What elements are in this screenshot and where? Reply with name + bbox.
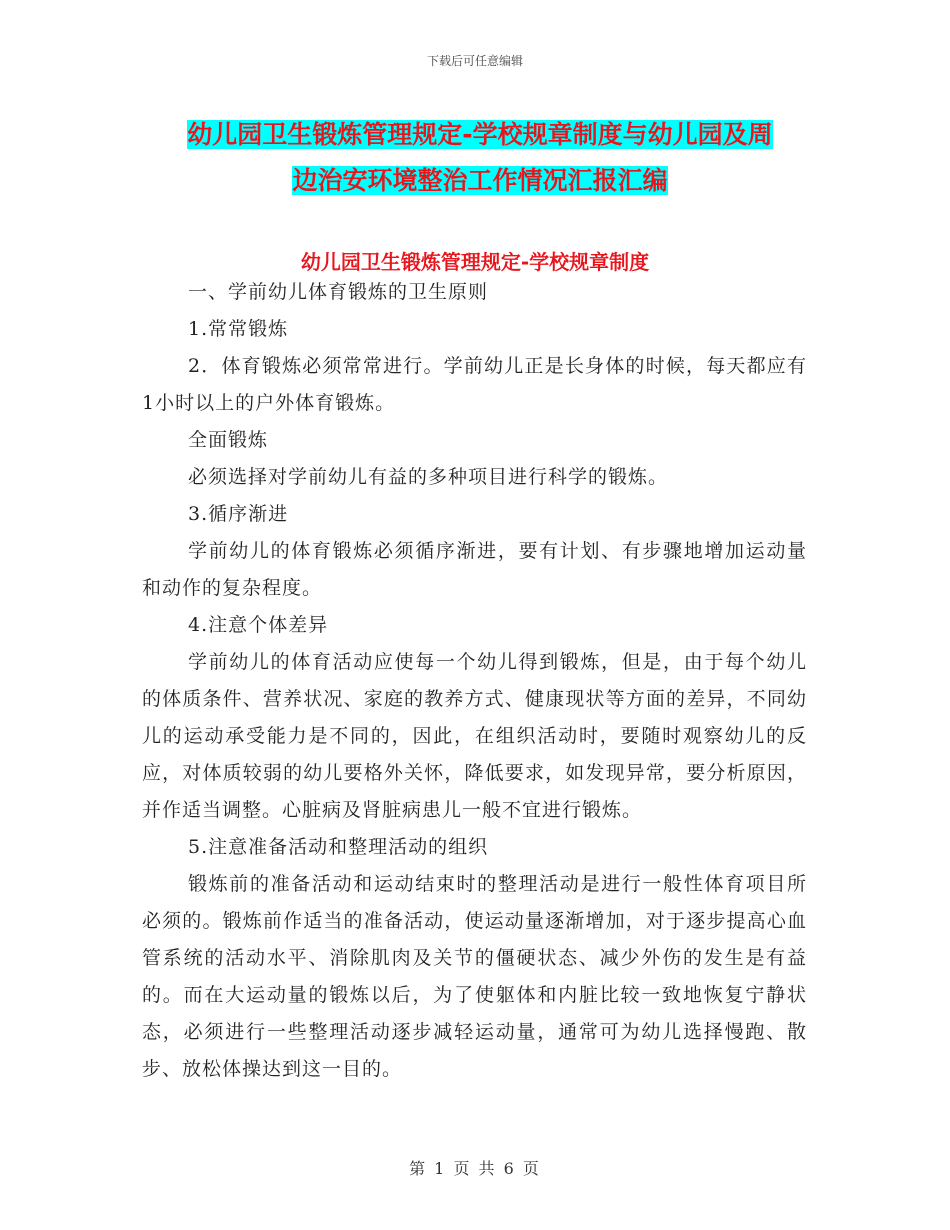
paragraph-item-4-title: 4.注意个体差异 bbox=[188, 614, 329, 636]
section-title: 幼儿园卫生锻炼管理规定-学校规章制度 bbox=[300, 250, 650, 274]
paragraph-all-round-text: 必须选择对学前幼儿有益的多种项目进行科学的锻炼。 bbox=[188, 466, 669, 488]
paragraph-item-4-text: 学前幼儿的体育活动应使每一个幼儿得到锻炼，但是，由于每个幼儿的体质条件、营养状况、家庭的教养方式、健康现状等方面的差异，不同幼儿的运动承受能力是不同的，因此，在组织活动时，要随时观察幼儿的反应，对体质较弱的幼儿要格外关怀，降低要求，如发现异常，要分析原因，并作适当调整。心脏病及肾脏病患儿一般不宜进行锻炼。 bbox=[142, 651, 807, 821]
document-title-line-1: 幼儿园卫生锻炼管理规定-学校规章制度与幼儿园及周 bbox=[187, 120, 773, 149]
header-note: 下载后可任意编辑 bbox=[426, 54, 523, 68]
paragraph-item-2-text: 2．体育锻炼必须常常进行。学前幼儿正是长身体的时候，每天都应有1小时以上的户外体育锻炼。 bbox=[142, 355, 807, 414]
paragraph-heading-principles: 一、学前幼儿体育锻炼的卫生原则 bbox=[188, 281, 489, 303]
paragraph-item-5-title: 5.注意准备活动和整理活动的组织 bbox=[188, 836, 489, 858]
document-body bbox=[142, 274, 807, 1088]
document-title bbox=[140, 112, 820, 204]
paragraph-item-3-text: 学前幼儿的体育锻炼必须循序渐进，要有计划、有步骤地增加运动量和动作的复杂程度。 bbox=[142, 540, 807, 599]
paragraph-item-1-title: 1.常常锻炼 bbox=[188, 318, 289, 340]
document-title-line-2: 边治安环境整治工作情况汇报汇编 bbox=[292, 166, 668, 195]
paragraph-item-3-title: 3.循序渐进 bbox=[188, 503, 289, 525]
paragraph-all-round-title: 全面锻炼 bbox=[188, 429, 269, 451]
page-footer: 第 1 页 共 6 页 bbox=[409, 1159, 541, 1178]
paragraph-item-5-text: 锻炼前的准备活动和运动结束时的整理活动是进行一般性体育项目所必须的。锻炼前作适当的准备活动，使运动量逐渐增加，对于逐步提高心血管系统的活动水平、消除肌肉及关节的僵硬状态、减少外伤的发生是有益的。而在大运动量的锻炼以后，为了使躯体和内脏比较一致地恢复宁静状态，必须进行一些整理活动逐步减轻运动量，通常可为幼儿选择慢跑、散步、放松体操达到这一目的。 bbox=[142, 873, 807, 1080]
